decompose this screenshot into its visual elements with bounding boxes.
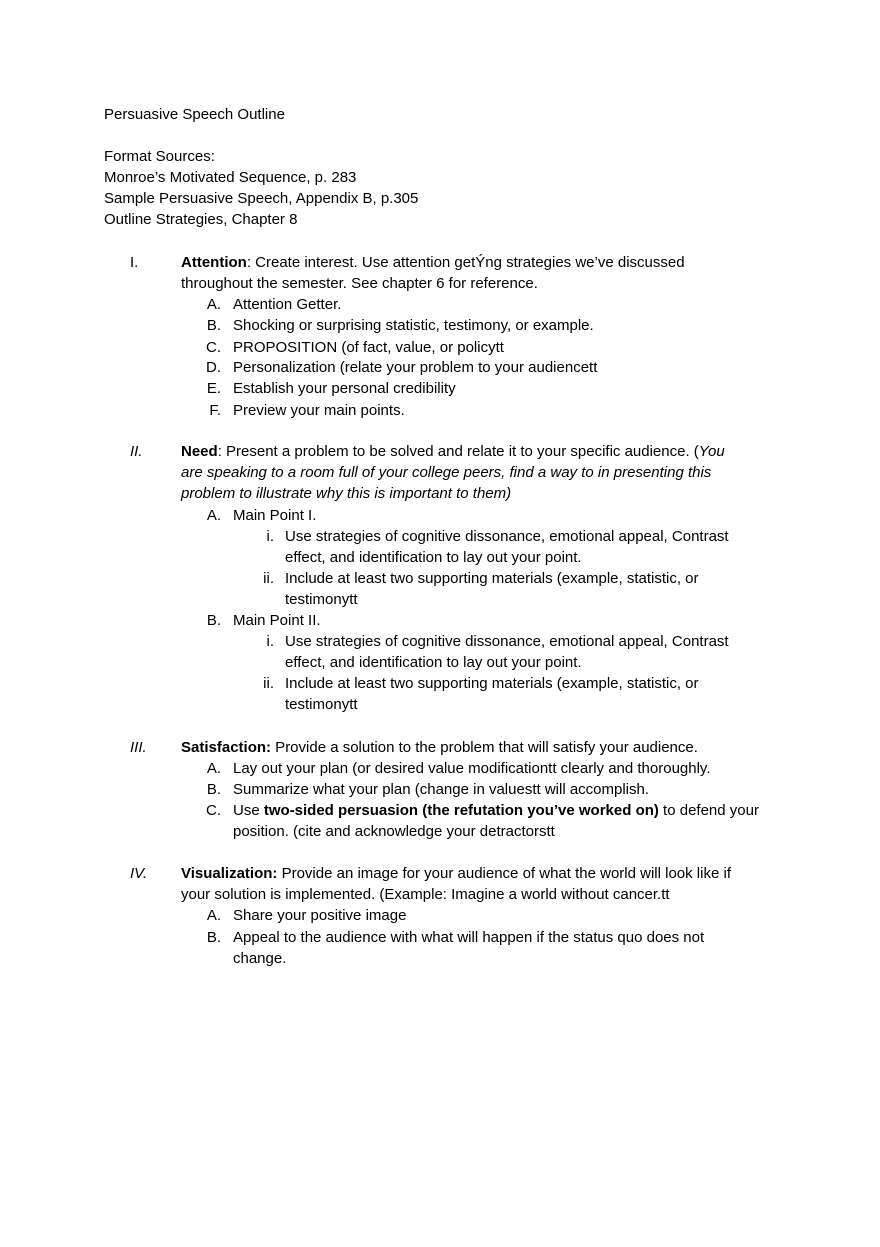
sub-list-item: ii. Include at least two supporting materials (example, statistic, or	[263, 570, 699, 587]
sub-list-item: ii. Include at least two supporting materials (example, statistic, or	[263, 675, 699, 692]
section-term: Attention	[181, 254, 247, 271]
section-number: II.	[130, 443, 143, 460]
section-text: Need: Present a problem to be solved and relate it to your specific audience. (You are speaking to a room full of your college peers, find a way to in presenting this problem to illustrate why this is important to them)	[181, 443, 725, 502]
list-item: C. Use two-sided persuasion (the refutation you’ve worked on) to defend your	[206, 802, 759, 819]
section-number: IV.	[130, 865, 148, 882]
list-item: D. Personalization (relate your problem to your audiencett	[206, 359, 598, 376]
sub-list-item-continued: effect, and identification to lay out your point.	[285, 549, 582, 566]
list-item: F. Preview your main points.	[209, 402, 405, 419]
format-sources	[104, 146, 418, 230]
source-item: Monroe’s Motivated Sequence, p. 283	[104, 169, 357, 186]
list-item: B. Appeal to the audience with what will happen if the status quo does not	[206, 929, 705, 946]
section-term: Need	[181, 443, 218, 460]
source-item: Sample Persuasive Speech, Appendix B, p.305	[104, 190, 419, 207]
section-text: Satisfaction: Provide a solution to the problem that will satisfy your audience.	[181, 739, 698, 756]
document-title: Persuasive Speech Outline	[104, 106, 285, 123]
source-item: Outline Strategies, Chapter 8	[104, 211, 298, 228]
sub-list-item-continued: effect, and identification to lay out your point.	[285, 654, 582, 671]
section-text: Attention: Create interest. Use attention getÝng strategies we’ve discussed throughout the semester. See chapter 6 for reference.	[181, 254, 685, 292]
list-item-continued: change.	[233, 950, 287, 967]
list-item: A. Attention Getter.	[206, 296, 342, 313]
sources-heading: Format Sources:	[104, 148, 215, 165]
list-item: A. Main Point I.	[206, 507, 317, 524]
section-term: Satisfaction:	[181, 739, 272, 756]
list-item: C. PROPOSITION (of fact, value, or policytt	[206, 339, 504, 356]
sub-list-item-continued: testimonytt	[285, 696, 358, 713]
list-item: B. Main Point II.	[206, 612, 321, 629]
list-item: A. Lay out your plan (or desired value modificationtt clearly and thoroughly.	[206, 760, 711, 777]
list-item-continued: position. (cite and acknowledge your detractorstt	[233, 823, 555, 840]
list-item: B. Summarize what your plan (change in valuestt will accomplish.	[206, 781, 650, 798]
section-number: III.	[130, 739, 147, 756]
list-item: B. Shocking or surprising statistic, testimony, or example.	[206, 317, 594, 334]
section-term: Visualization:	[181, 865, 278, 882]
list-item: E. Establish your personal credibility	[206, 380, 456, 397]
section-number: I.	[130, 254, 139, 271]
sub-list-item: i. Use strategies of cognitive dissonance, emotional appeal, Contrast	[266, 528, 729, 545]
sub-list-item: i. Use strategies of cognitive dissonance, emotional appeal, Contrast	[266, 633, 729, 650]
section-text: Visualization: Provide an image for your audience of what the world will look like if your solution is implemented. (Example: Imagine a world without cancer.tt	[181, 865, 731, 903]
sub-list-item-continued: testimonytt	[285, 591, 358, 608]
list-item: A. Share your positive image	[206, 907, 407, 924]
